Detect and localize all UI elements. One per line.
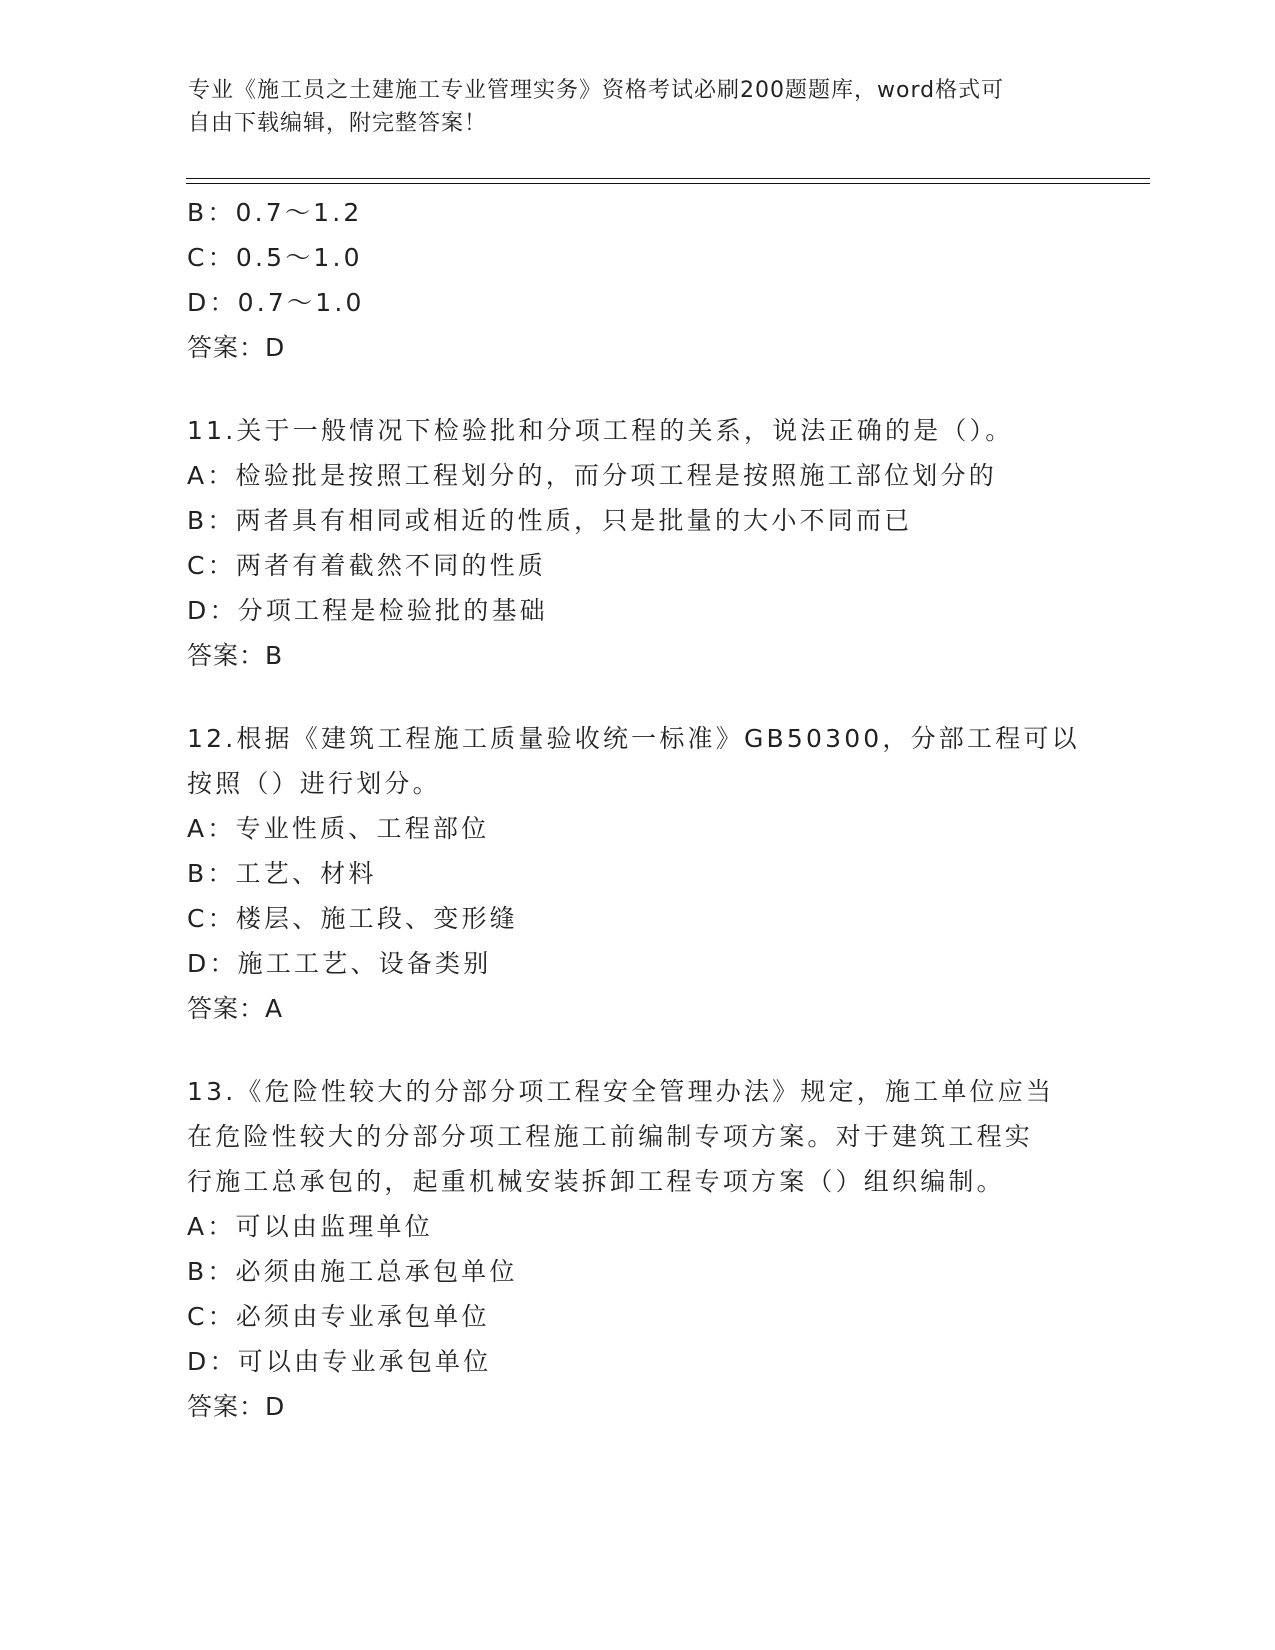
question-10 (187, 190, 1087, 370)
document-header (188, 74, 1068, 140)
option-b: B：两者具有相同或相近的性质，只是批量的大小不同而已 (187, 506, 913, 535)
option-b: B：工艺、材料 (187, 859, 377, 888)
question-stem-line-1: 13.《危险性较大的分部分项工程安全管理办法》规定，施工单位应当 (187, 1077, 1055, 1106)
option-a: A：检验批是按照工程划分的，而分项工程是按照施工部位划分的 (187, 461, 997, 490)
question-stem-line-2: 按照（）进行划分。 (187, 769, 441, 798)
option-a: A：可以由监理单位 (187, 1212, 433, 1241)
option-c: C：楼层、施工段、变形缝 (187, 904, 518, 933)
question-11 (187, 408, 1087, 678)
header-line-1: 专业《施工员之土建施工专业管理实务》资格考试必刷200题题库，word格式可 (188, 78, 1005, 103)
option-d: D：可以由专业承包单位 (187, 1347, 492, 1376)
answer: 答案：B (187, 641, 284, 670)
answer: 答案：D (187, 1392, 286, 1421)
option-c: C：必须由专业承包单位 (187, 1302, 490, 1331)
question-list (187, 190, 1087, 1429)
header-rule-bottom (186, 183, 1150, 184)
option-d: D：0.7～1.0 (187, 288, 365, 317)
option-d: D：分项工程是检验批的基础 (187, 596, 548, 625)
question-stem: 11.关于一般情况下检验批和分项工程的关系，说法正确的是（）。 (187, 416, 1014, 445)
question-13 (187, 1069, 1087, 1429)
option-b: B：必须由施工总承包单位 (187, 1257, 518, 1286)
header-rule-top (186, 178, 1150, 179)
question-stem-line-1: 12.根据《建筑工程施工质量验收统一标准》GB50300，分部工程可以 (187, 724, 1080, 753)
option-b: B：0.7～1.2 (187, 198, 363, 227)
header-line-2: 自由下载编辑，附完整答案！ (188, 111, 488, 136)
option-d: D：施工工艺、设备类别 (187, 949, 492, 978)
option-a: A：专业性质、工程部位 (187, 814, 490, 843)
question-12 (187, 716, 1087, 1031)
answer: 答案：D (187, 333, 286, 362)
answer: 答案：A (187, 994, 284, 1023)
question-stem-line-3: 行施工总承包的，起重机械安装拆卸工程专项方案（）组织编制。 (187, 1167, 1005, 1196)
question-stem-line-2: 在危险性较大的分部分项工程施工前编制专项方案。对于建筑工程实 (187, 1122, 1034, 1151)
option-c: C：0.5～1.0 (187, 243, 363, 272)
option-c: C：两者有着截然不同的性质 (187, 551, 547, 580)
